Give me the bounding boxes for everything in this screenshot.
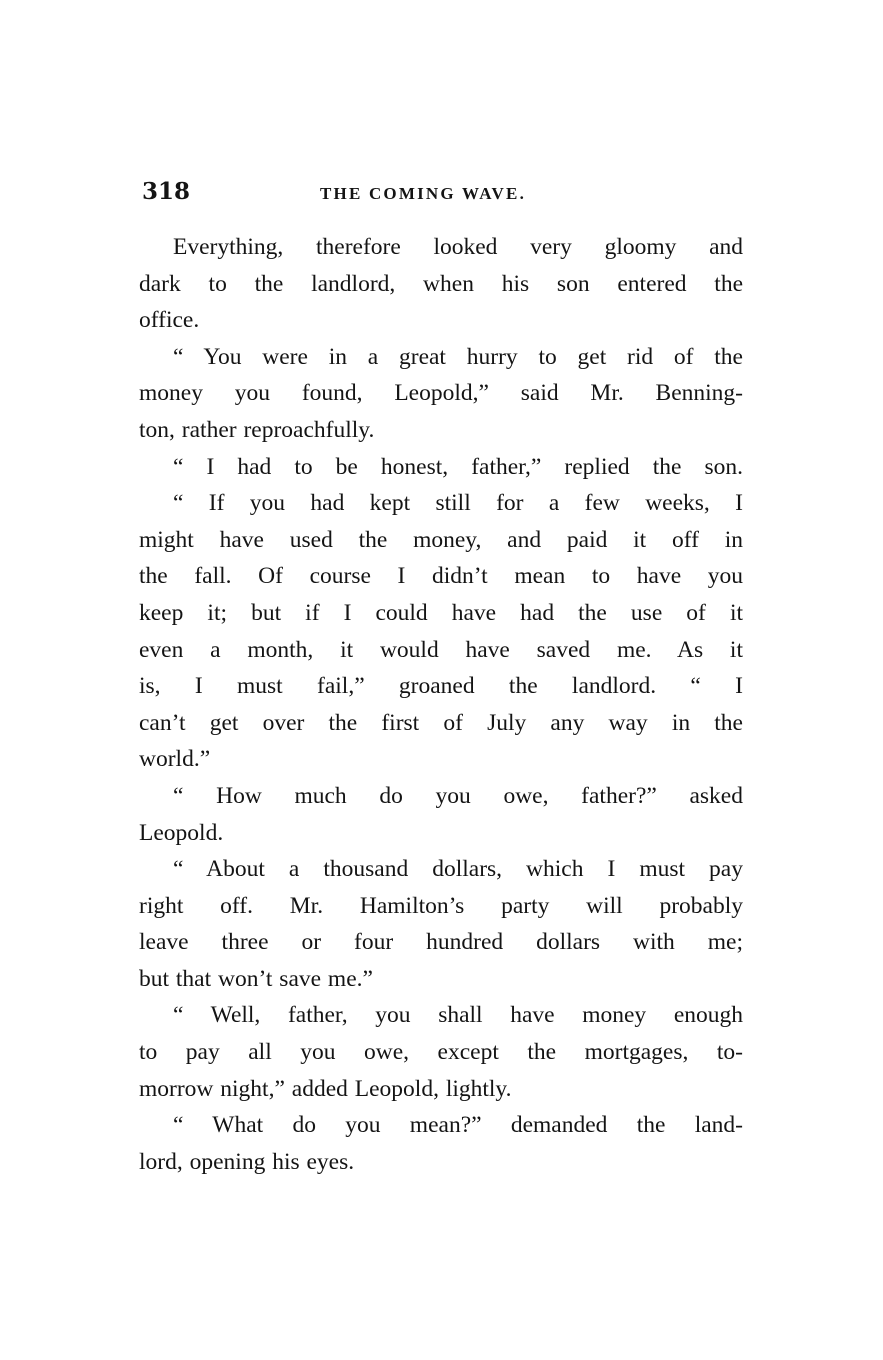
text-line: but that won’t save me.” xyxy=(139,965,373,992)
text-line: “ You were in a great hurry to get rid of the xyxy=(173,343,743,370)
text-line: “ What do you mean?” demanded the land- xyxy=(173,1112,743,1139)
body-text xyxy=(139,229,743,1180)
text-line: keep it; but if I could have had the use of it xyxy=(139,599,743,626)
running-head xyxy=(140,178,742,214)
text-line: the fall. Of course I didn’t mean to have you xyxy=(139,563,743,590)
text-line: Leopold. xyxy=(139,819,224,846)
running-title: THE COMING WAVE. xyxy=(320,184,527,203)
text-line: Everything, therefore looked very gloomy and xyxy=(173,234,743,260)
text-line: “ About a thousand dollars, which I must pay xyxy=(173,856,743,883)
text-line: “ If you had kept still for a few weeks, I xyxy=(173,490,743,517)
text-line: can’t get over the first of July any way in the xyxy=(139,709,743,736)
text-line: is, I must fail,” groaned the landlord. “ I xyxy=(139,673,743,700)
text-line: “ Well, father, you shall have money enough xyxy=(173,1002,743,1029)
text-line: ton, rather reproachfully. xyxy=(139,416,375,443)
text-line: even a month, it would have saved me. As it xyxy=(139,636,743,663)
text-line: might have used the money, and paid it off in xyxy=(139,526,743,553)
text-line: to pay all you owe, except the mortgages, to- xyxy=(139,1039,743,1066)
page-number: 318 xyxy=(142,178,191,205)
text-line: lord, opening his eyes. xyxy=(139,1148,355,1175)
text-line: money you found, Leopold,” said Mr. Benning- xyxy=(139,380,743,407)
text-line: office. xyxy=(139,307,200,334)
text-line: right off. Mr. Hamilton’s party will probably xyxy=(139,892,743,919)
text-line: “ I had to be honest, father,” replied the son. xyxy=(173,453,743,480)
text-line: “ How much do you owe, father?” asked xyxy=(173,782,743,809)
text-line: world.” xyxy=(139,746,211,773)
text-line: leave three or four hundred dollars with me; xyxy=(139,929,743,956)
text-line: dark to the landlord, when his son entered the xyxy=(139,270,743,297)
text-line: morrow night,” added Leopold, lightly. xyxy=(139,1075,512,1102)
